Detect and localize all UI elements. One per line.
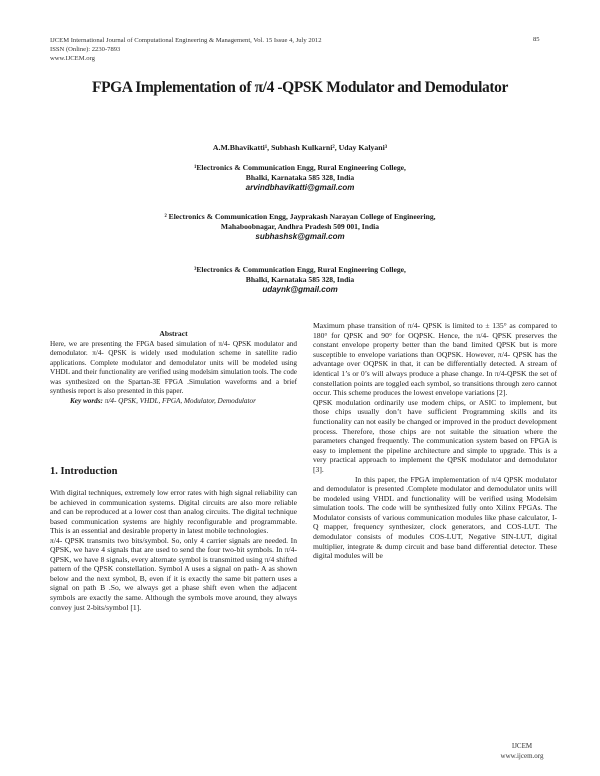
right-paragraph-1: Maximum phase transition of π/4- QPSK is limited to ± 135° as compared to 180° for QPSK and 90° for OQPSK. Hence, the π/4- QPSK preserves the constant envelope property better than the band limited QPSK but is more susceptible to envelope variations than OQPSK. However, π/4- QPSK has the advantage over OQPSK in that, it can be differentially detected. A stream of identical 1’s or 0’s will always produce a phase change. In π/4-QPSK the set of constellation points are toggled each symbol, so transitions through zero cannot occur. This scheme produces the lowest envelope variations [2]. <box>313 321 557 398</box>
affiliation-3-line1: ³Electronics & Communication Engg, Rural Engineering College, <box>194 265 406 274</box>
affiliation-1 <box>60 163 540 193</box>
intro-paragraph-1: With digital techniques, extremely low error rates with high signal reliability can be achieved in communication systems. Digital circuits are also more reliable and can be reproduced at a lower cost than analog circuits. The digital technique based communication systems are highly reconfigurable and programmable. This is an essential and desirable property in latest mobile technologies. <box>50 488 297 536</box>
right-paragraph-2: QPSK modulation ordinarily use modem chips, or ASIC to implement, but those chips usually don’t have sufficient Programming skills and its functionality can not easily be changed or improved in the product development process. Therefore, those chips are not suitable the situation where the parameters changed frequently. The communication system based on FPGA is easy to implement the pipeline architecture and simple to upgrade. This is a very practical approach to implement the QPSK modulator and demodulator [3]. <box>313 397 557 474</box>
affiliation-1-email: arvindbhavikatti@gmail.com <box>245 183 355 192</box>
footer-website: www.ijcem.org <box>500 751 544 760</box>
affiliation-2-email: subhashsk@gmail.com <box>255 232 345 241</box>
keywords <box>50 397 297 407</box>
abstract-section <box>50 329 297 406</box>
affiliation-3-line2: Bhalki, Karnataka 585 328, India <box>245 275 355 284</box>
right-paragraph-3: In this paper, the FPGA implementation of π/4 QPSK modulator and demodulator is presented .Complete modulator and demodulator units will be modeled using VHDL and functionality will be verified using Modelsim simulation tools. The code will be synthesized fully onto Xilinx FPGAs. The Modulator consists of various communication modules like phase calculator, I-Q mapper, frequency synthesizer, clock generators, and COS-LUT. The demodulator consists of modules COS-LUT, Negative SIN-LUT, digital multiplier, integrate & dump circuit and base band differential detector. These digital modules will be <box>313 474 557 561</box>
journal-header <box>50 36 322 63</box>
affiliation-3-email: udaynk@gmail.com <box>262 285 338 294</box>
journal-line: IJCEM International Journal of Computational Engineering & Management, Vol. 15 Issue 4, July 2012 <box>50 37 322 44</box>
keywords-label: Key words: <box>70 396 103 405</box>
affiliation-1-line2: Bhalki, Karnataka 585 328, India <box>245 173 355 182</box>
author-list: A.M.Bhavikatti¹, Subhash Kulkarni², Uday Kalyani³ <box>212 143 388 152</box>
section-heading-introduction: 1. Introduction <box>50 466 118 477</box>
right-column-body <box>313 321 557 561</box>
journal-website: www.IJCEM.org <box>50 55 95 62</box>
footer-journal: IJCEM <box>511 742 533 750</box>
affiliation-2 <box>60 212 540 242</box>
issn-line: ISSN (Online): 2230-7893 <box>50 46 121 53</box>
page-footer <box>482 742 562 761</box>
keywords-list: π/4- QPSK, VHDL, FPGA, Modulator, Demodulator <box>104 396 256 405</box>
intro-paragraph-2: π/4- QPSK transmits two bits/symbol. So, only 4 carrier signals are needed. In QPSK, we have 4 signals that are used to send the four two-bit symbols. In π/4- QPSK, we have 8 signals, every alternate symbol is transmitted using π/4 shifted pattern of the QPSK constellation. Symbol A uses a signal on path- A as shown below and the next symbol, B, even if it is exactly the same bit pattern uses a signal on path B .So, we always get a phase shift even when the adjacent symbols are exactly the same. Although the symbols move around, they always convey just 2-bits/symbol [1]. <box>50 535 297 612</box>
affiliation-2-line1: ² Electronics & Communication Engg, Jayprakash Narayan College of Engineering, <box>164 212 436 221</box>
affiliation-3 <box>60 265 540 295</box>
affiliation-1-line1: ¹Electronics & Communication Engg, Rural Engineering College, <box>194 163 406 172</box>
introduction-body <box>50 488 297 612</box>
paper-title: FPGA Implementation of π/4 -QPSK Modulator and Demodulator <box>92 79 508 96</box>
abstract-text: Here, we are presenting the FPGA based simulation of π/4- QPSK modulator and demodulator. π/4- QPSK is widely used modulation scheme in satellite radio applications. Complete modulator and demodulator units will be modeled using VHDL and their functionality are verified using modelsim simulation tools. The code was synthesized on the Spartan-3E FPGA .Simulation waveforms and a brief synthesis report is also presented in this paper. <box>50 339 297 395</box>
page-number: 85 <box>533 36 540 43</box>
abstract-heading: Abstract <box>159 329 188 338</box>
affiliation-2-line2: Mahaboobnagar, Andhra Pradesh 509 001, India <box>220 222 380 231</box>
